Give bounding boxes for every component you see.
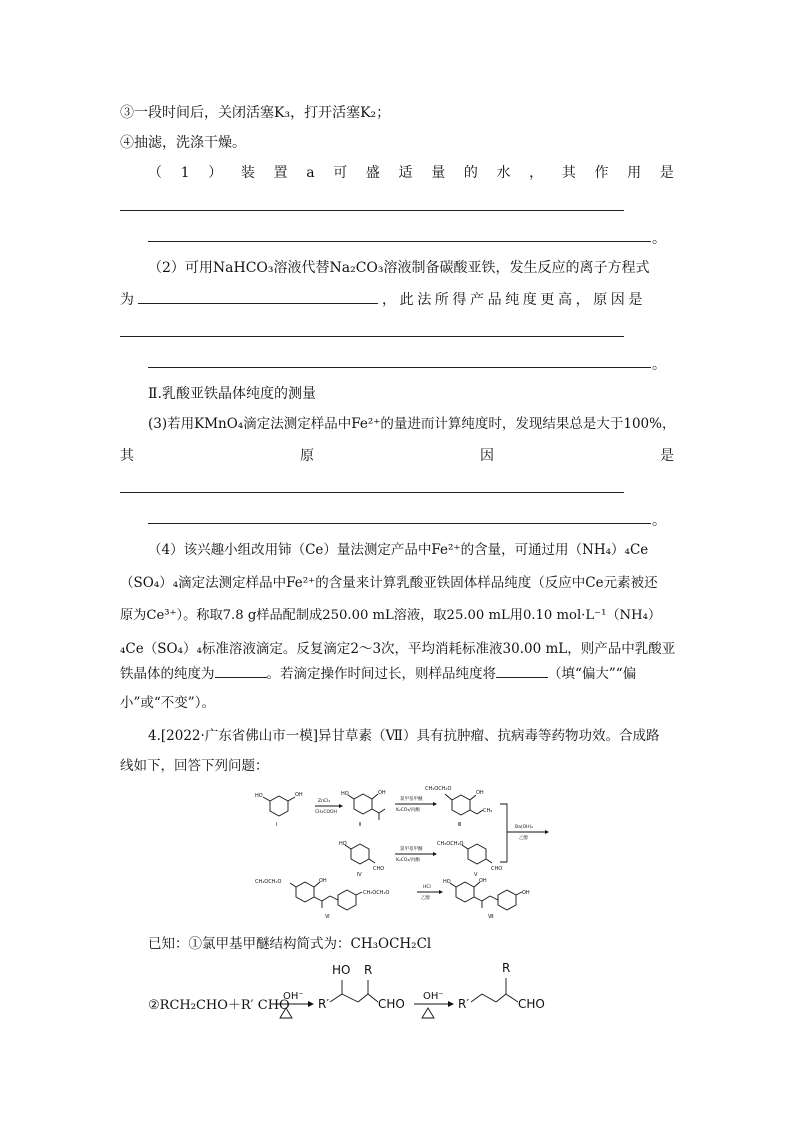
reagent-zncl2: ZnCl₂ — [318, 799, 331, 804]
group-mom-o: CH₃OCH₂O — [255, 879, 282, 885]
reagent-k2co3: K₂CO₃/丙酮 — [396, 808, 420, 813]
group-cho: CHO — [373, 866, 385, 872]
question-4-line-6: 小”或“不变”）。 — [120, 695, 215, 711]
reagent-mom: 氯甲基甲醚 — [400, 847, 423, 852]
spaced-char: 装 — [240, 165, 255, 181]
period: 。 — [652, 357, 666, 373]
reagent-ethanol: 乙醇 — [421, 896, 430, 901]
compound-4 — [339, 841, 384, 878]
group-ho: HO — [339, 841, 347, 847]
spaced-char: a — [306, 165, 315, 181]
spaced-char: 是 — [660, 448, 674, 464]
step-3: ③一段时间后，关闭活塞K₃，打开活塞K₂； — [120, 105, 391, 121]
group-ho: HO — [255, 793, 263, 799]
label-4: Ⅳ — [357, 872, 362, 878]
compound-7 — [443, 878, 530, 920]
condition-oh: OH⁻ — [283, 991, 304, 1002]
compound-6 — [255, 878, 389, 920]
spaced-char: 作 — [594, 165, 609, 181]
label-7: Ⅶ — [488, 914, 494, 920]
group-r: R — [364, 963, 373, 977]
question-3-line-2 — [120, 446, 674, 466]
answer-line — [148, 523, 651, 524]
label-1: Ⅰ — [276, 822, 278, 828]
question-2-line-1: （2）可用NaHCO₃溶液代替Na₂CO₃溶液制备碳酸亚铁，发生反应的离子方程式 — [148, 260, 650, 276]
problem-4-line-1: 4.[2022·广东省佛山市一模]异甘草素（Ⅶ）具有抗肿瘤、抗病毒等药物功效。合成路 — [148, 728, 660, 744]
spaced-char: 用 — [627, 165, 642, 181]
group-oh: OH — [378, 790, 386, 796]
spaced-char: 的 — [463, 165, 478, 181]
spaced-char: 是 — [659, 165, 674, 181]
group-ho: HO — [332, 963, 351, 977]
group-oh: OH — [319, 878, 327, 884]
spaced-char: 其 — [120, 448, 134, 464]
answer-line — [120, 210, 624, 211]
answer-line — [120, 492, 624, 493]
spaced-char: 适 — [398, 165, 413, 181]
group-cho: CHO — [378, 997, 405, 1011]
answer-line — [148, 241, 651, 242]
reagent-mom: 氯甲基甲醚 — [400, 797, 423, 802]
blank-purity[interactable] — [215, 663, 267, 678]
reagent-ethanol: 乙醇 — [519, 836, 528, 841]
reagent-k2co3: K₂CO₃/丙酮 — [396, 858, 420, 863]
group-r-prime: R′ — [318, 997, 330, 1011]
group-mom-o: CH₃OCH₂O — [425, 786, 452, 792]
step-4: ④抽滤，洗涤干燥。 — [120, 135, 246, 151]
question-4-line-3: 原为Ce³⁺）。称取7.8 g样品配制成250.00 mL溶液，取25.00 mL用0.10 mol·L⁻¹（NH₄） — [120, 608, 662, 623]
known-line-2: ②RCH₂CHO＋R′ CHO — [148, 998, 290, 1013]
label-2: Ⅱ — [359, 822, 362, 828]
question-2-prefix: 为 — [120, 292, 134, 308]
reagent-hcl: HCl — [423, 885, 431, 890]
label-6: Ⅵ — [325, 914, 330, 920]
period: 。 — [652, 513, 666, 529]
compound-2 — [341, 790, 386, 828]
group-oh: OH — [295, 792, 303, 798]
group-r-prime: R′ — [458, 997, 470, 1011]
answer-line — [120, 336, 624, 337]
question-3-line-1: (3)若用KMnO₄滴定法测定样品中Fe²⁺的量进而计算纯度时，发现结果总是大于100%， — [148, 416, 676, 432]
spaced-char: 盛 — [365, 165, 380, 181]
reagent-ch3cooh: CH₃COOH — [315, 810, 337, 815]
spaced-char: 因 — [480, 448, 494, 464]
spaced-char: ） — [208, 165, 223, 181]
blank-change[interactable] — [496, 663, 548, 678]
spaced-char: 1 — [180, 165, 190, 181]
label-5: Ⅴ — [474, 872, 478, 878]
section-heading: Ⅱ.乳酸亚铁晶体纯度的测量 — [148, 386, 316, 402]
question-2-suffix: ，此法所得产品纯度更高，原因是 — [382, 292, 646, 308]
answer-line — [148, 367, 651, 368]
group-cho: CHO — [518, 997, 545, 1011]
group-oh: OH — [479, 878, 487, 884]
question-4-line-2: （SO₄）₄滴定法测定样品中Fe²⁺的含量来计算乳酸亚铁固体样品纯度（反应中Ce元素被还 — [120, 575, 658, 591]
known-line-1: 已知：①氯甲基甲醚结构简式为：CH₃OCH₂Cl — [148, 936, 432, 952]
spaced-char: 置 — [273, 165, 288, 181]
spaced-char: ， — [529, 165, 544, 181]
blank-equation[interactable] — [138, 289, 378, 304]
group-mom-o: CH₃OCH₂O — [437, 841, 464, 847]
group-r: R — [502, 961, 511, 975]
spaced-char: 可 — [333, 165, 348, 181]
aldol-scheme — [268, 958, 558, 1020]
group-ch3: CH₃ — [483, 808, 493, 814]
group-oh: OH — [476, 790, 484, 796]
condition-oh: OH⁻ — [423, 991, 444, 1002]
spaced-char: 量 — [431, 165, 446, 181]
compound-1 — [255, 792, 303, 828]
problem-4-line-2: 线如下，回答下列问题： — [120, 758, 269, 774]
compound-5 — [437, 841, 502, 878]
q4-text-b: 。若滴定操作时间过长，则样品纯度将 — [266, 666, 496, 682]
period: 。 — [652, 231, 666, 247]
group-ho: HO — [341, 791, 349, 797]
compound-3 — [425, 786, 492, 828]
q4-text-c: （填“偏大”“偏 — [548, 666, 637, 682]
group-mom-o: CH₃OCH₂O — [363, 890, 390, 896]
question-4-line-4: ₄Ce（SO₄）₄标准溶液滴定。反复滴定2～3次，平均消耗标准液30.00 mL，则产品中乳酸亚 — [120, 641, 676, 657]
spaced-char: 原 — [300, 448, 314, 464]
question-4-line-1: （4）该兴趣小组改用铈（Ce）量法测定产品中Fe²⁺的含量，可通过用（NH₄）₄Ce — [148, 542, 649, 558]
question-2-line-2 — [120, 289, 674, 310]
question-1-line — [148, 163, 674, 183]
q4-text-a: 铁晶体的纯度为 — [120, 666, 215, 682]
spaced-char: （ — [148, 165, 162, 181]
reagent-baoh2: Ba(OH)₂ — [515, 825, 534, 830]
group-oh: OH — [522, 890, 530, 896]
label-3: Ⅲ — [458, 822, 462, 828]
group-cho: CHO — [491, 866, 503, 872]
group-ho: HO — [443, 879, 451, 885]
spaced-char: 其 — [561, 165, 576, 181]
synthesis-scheme — [255, 782, 555, 922]
question-4-line-5 — [120, 663, 674, 684]
spaced-char: 水 — [496, 165, 511, 181]
